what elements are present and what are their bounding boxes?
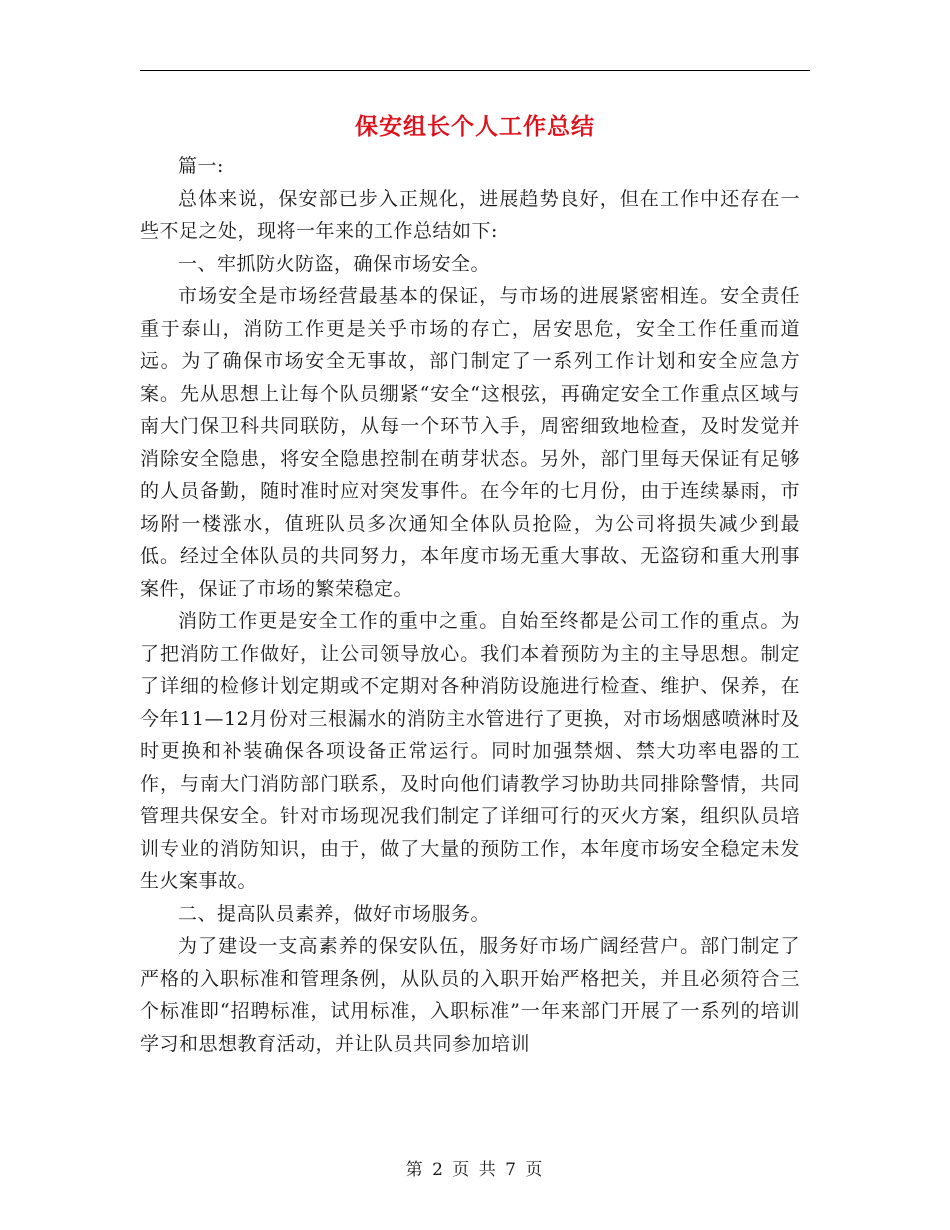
paragraph-intro: 总体来说，保安部已步入正规化，进展趋势良好，但在工作中还存在一些不足之处，现将一年来的工作总结如下: bbox=[140, 187, 800, 242]
heading-section-1: 一、牢抓防火防盗，确保市场安全。 bbox=[178, 252, 491, 275]
paragraph-team-training: 为了建设一支高素养的保安队伍，服务好市场广阔经营户。部门制定了严格的入职标准和管理条例，从队员的入职开始严格把关，并且必须符合三个标准即“招聘标准，试用标准，入职标准”一年来部门开展了一系列的培训学习和思想教育活动，并让队员共同参加培训 bbox=[140, 935, 800, 1055]
page-number-footer: 第 2 页 共 7 页 bbox=[405, 1160, 545, 1180]
paragraph-fire-safety: 消防工作更是安全工作的重中之重。自始至终都是公司工作的重点。为了把消防工作做好，让公司领导放心。我们本着预防为主的主导思想。制定了详细的检修计划定期或不定期对各种消防设施进行检查、维护、保养，在今年11—12月份对三根漏水的消防主水管进行了更换，对市场烟感喷淋时及时更换和补装确保各项设备正常运行。同时加强禁烟、禁大功率电器的工作，与南大门消防部门联系，及时向他们请教学习协助共同排除警情，共同管理共保安全。针对市场现况我们制定了详细可行的灭火方案，组织队员培训专业的消防知识，由于，做了大量的预防工作，本年度市场安全稳定未发生火案事故。 bbox=[140, 610, 800, 892]
heading-section-2: 二、提高队员素养，做好市场服务。 bbox=[178, 902, 491, 925]
paragraph-market-safety: 市场安全是市场经营最基本的保证，与市场的进展紧密相连。安全责任重于泰山，消防工作更是关乎市场的存亡，居安思危，安全工作任重而道远。为了确保市场安全无事故，部门制定了一系列工作计划和安全应急方案。先从思想上让每个队员绷紧“安全“这根弦，再确定安全工作重点区域与南大门保卫科共同联防，从每一个环节入手，周密细致地检查，及时发觉并消除安全隐患，将安全隐患控制在萌芽状态。另外，部门里每天保证有足够的人员备勤，随时准时应对突发事件。在今年的七月份，由于连续暴雨，市场附一楼涨水，值班队员多次通知全体队员抢险，为公司将损失减少到最低。经过全体队员的共同努力，本年度市场无重大事故、无盗窃和重大刑事案件，保证了市场的繁荣稳定。 bbox=[140, 285, 800, 600]
document-title: 保安组长个人工作总结 bbox=[355, 113, 595, 140]
paragraph-section-label: 篇一: bbox=[178, 155, 224, 177]
document-body bbox=[140, 150, 800, 1060]
header-rule bbox=[140, 70, 810, 71]
